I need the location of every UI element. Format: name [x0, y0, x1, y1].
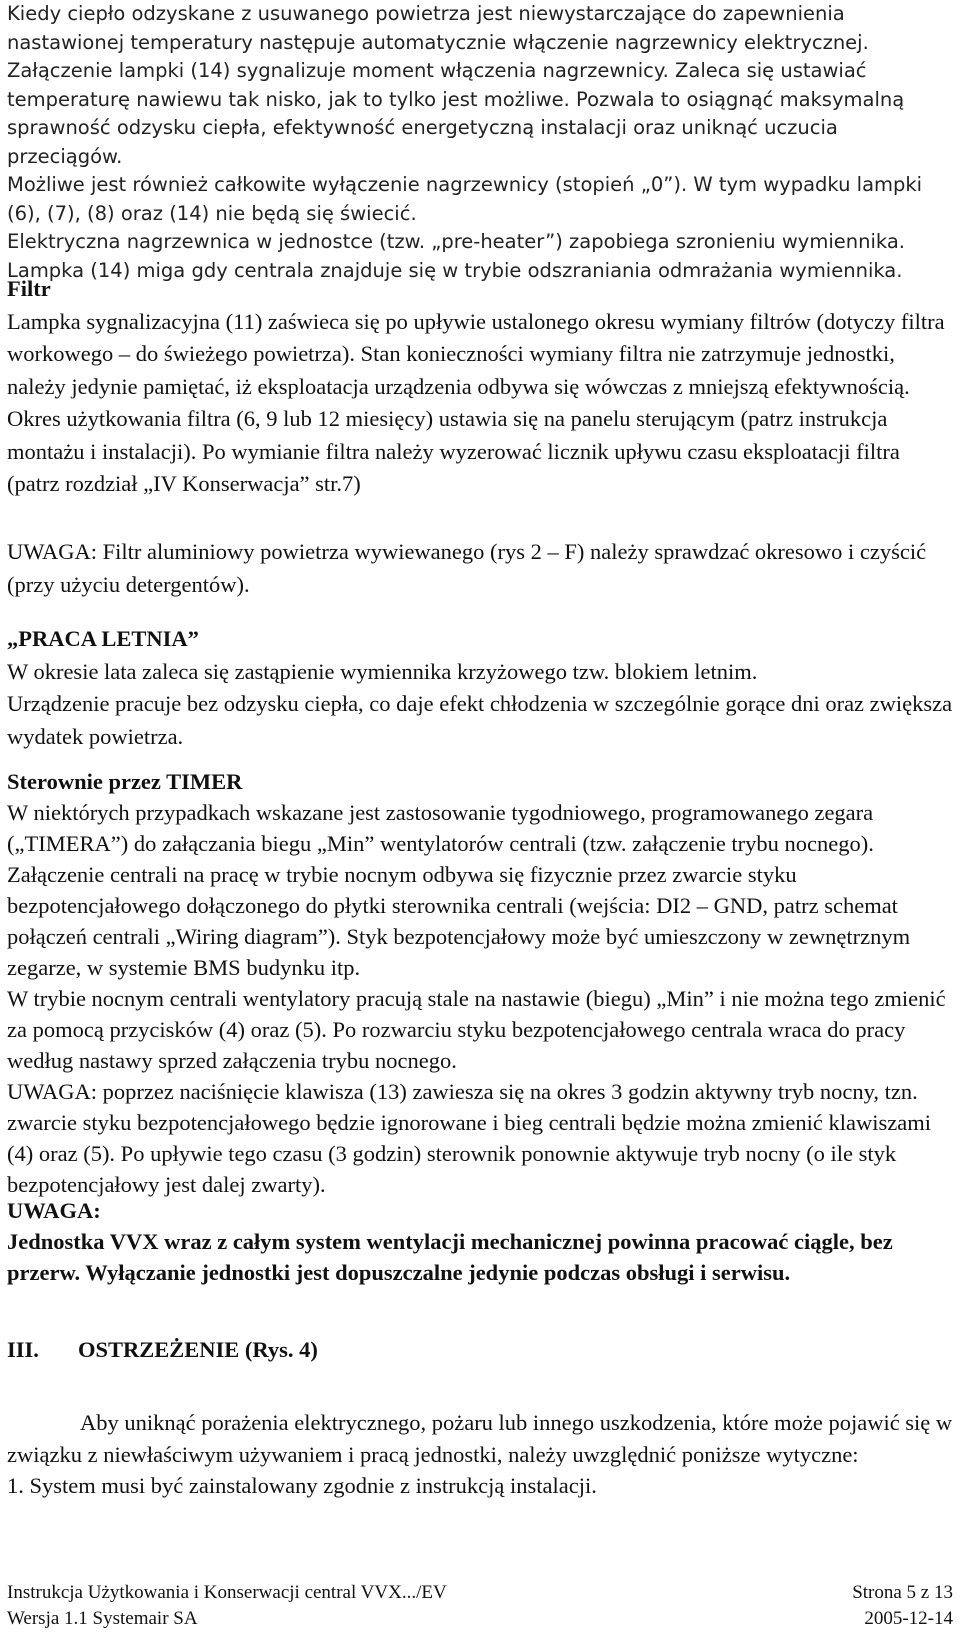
summer-heading: „PRACA LETNIA”	[7, 626, 199, 651]
summer-line-1: W okresie lata zaleca się zastąpienie wymiennika krzyżowego tzw. blokiem letnim.	[7, 658, 758, 684]
footer-page-number: Strona 5 z 13	[852, 1582, 953, 1603]
intro-section	[7, 0, 953, 285]
section-3-intro: Aby uniknąć porażenia elektrycznego, pożaru lub innego uszkodzenia, które może pojawić się w związku z niewłaściwym używaniem i pracą jednostki, należy uwzględnić poniższe wytyczne:	[7, 1410, 953, 1467]
timer-section	[7, 766, 953, 1200]
timer-paragraph-3: UWAGA: poprzez naciśnięcie klawisza (13) zawiesza się na okres 3 godzin aktywny tryb nocny, tzn. zwarcie styku bezpotencjałowego będzie ignorowane i bieg centrali będzie można zmienić klawiszami (4) oraz (5). Po upływie tego czasu (3 godzin) sterownik ponownie aktywuje tryb nocny (o ile styk bezpotencjałowy jest dalej zwarty).	[7, 1079, 931, 1197]
footer-version: Wersja 1.1 Systemair SA	[7, 1608, 198, 1629]
timer-heading: Sterownie przez TIMER	[7, 769, 243, 794]
page-footer	[7, 1580, 953, 1632]
intro-paragraph-off: Możliwe jest również całkowite wyłączenie nagrzewnicy (stopień „0”). W tym wypadku lampki (6), (7), (8) oraz (14) nie będą się świecić.	[7, 173, 923, 225]
footer-document-title: Instrukcja Użytkowania i Konserwacji central VVX.../EV	[7, 1582, 447, 1603]
timer-paragraph-1: W niektórych przypadkach wskazane jest zastosowanie tygodniowego, programowanego zegara („TIMERA”) do załączania biegu „Min” wentylatorów centrali (tzw. załączenie trybu nocnego). Załączenie centrali na pracę w trybie nocnym odbywa się fizycznie przez zwarcie styku bezpotencjałowego dołączonego do płytki sterownika centrali (wejścia: DI2 – GND, patrz schemat połączeń centrali „Wiring diagram”). Styk bezpotencjałowy może być umieszczony w zewnętrznym zegarze, w systemie BMS budynku itp.	[7, 800, 911, 980]
intro-paragraph-preheater: Elektryczna nagrzewnica w jednostce (tzw. „pre-heater”) zapobiega szronieniu wymiennika.	[7, 230, 905, 253]
section-title: OSTRZEŻENIE (Rys. 4)	[78, 1337, 318, 1362]
filter-warning-text: UWAGA: Filtr aluminiowy powietrza wywiewanego (rys 2 – F) należy sprawdzać okresowo i czyścić (przy użyciu detergentów).	[7, 539, 927, 597]
intro-paragraph-heater: Kiedy ciepło odzyskane z usuwanego powietrza jest niewystarczające do zapewnienia nastawionej temperatury następuje automatycznie włączenie nagrzewnicy elektrycznej. Załączenie lampki (14) sygnalizuje moment włączenia nagrzewnicy. Zaleca się ustawiać temperaturę nawiewu tak nisko, jak to tylko jest możliwe. Pozwala to osiągnąć maksymalną sprawność odzysku ciepła, efektywność energetyczną instalacji oraz uniknąć uczucia przeciągów.	[7, 2, 905, 168]
timer-paragraph-2: W trybie nocnym centrali wentylatory pracują stale na nastawie (biegu) „Min” i nie można tego zmienić za pomocą przycisków (4) oraz (5). Po rozwarciu styku bezpotencjałowego centrala wraca do pracy według nastawy sprzed załączenia trybu nocnego.	[7, 986, 946, 1073]
section-3-item-1: 1. System musi być zainstalowany zgodnie z instrukcją instalacji.	[7, 1473, 597, 1499]
section-number: III.	[7, 1337, 39, 1362]
section-3-heading	[0, 1334, 960, 1366]
summer-line-2: Urządzenie pracuje bez odzysku ciepła, co daje efekt chłodzenia w szczególnie gorące dni oraz zwiększa wydatek powietrza.	[7, 691, 953, 749]
filter-warning	[7, 536, 953, 601]
filter-heading: Filtr	[7, 276, 51, 301]
main-warning-body: Jednostka VVX wraz z całym system wentylacji mechanicznej powinna pracować ciągle, bez przerw. Wyłączanie jednostki jest dopuszczalne jedynie podczas obsługi i serwisu.	[7, 1229, 893, 1285]
summer-section	[7, 623, 953, 753]
footer-date: 2005-12-14	[864, 1608, 953, 1629]
intro-paragraph-lamp: Lampka (14) miga gdy centrala znajduje się w trybie odszraniania odmrażania wymiennika.	[7, 258, 903, 282]
filter-body: Lampka sygnalizacyjna (11) zaświeca się po upływie ustalonego okresu wymiany filtrów (dotyczy filtra workowego – do świeżego powietrza). Stan konieczności wymiany filtra nie zatrzymuje jednostki, należy jedynie pamiętać, iż eksploatacja urządzenia odbywa się wówczas z mniejszą efektywnością. Okres użytkowania filtra (6, 9 lub 12 miesięcy) ustawia się na panelu sterującym (patrz instrukcja montażu i instalacji). Po wymianie filtra należy wyzerować licznik upływu czasu eksploatacji filtra (patrz rozdział „IV Konserwacja” str.7)	[7, 308, 945, 496]
section-3-body	[7, 1407, 953, 1502]
main-warning	[7, 1195, 953, 1288]
filter-section	[7, 273, 953, 501]
main-warning-heading: UWAGA:	[7, 1198, 101, 1223]
